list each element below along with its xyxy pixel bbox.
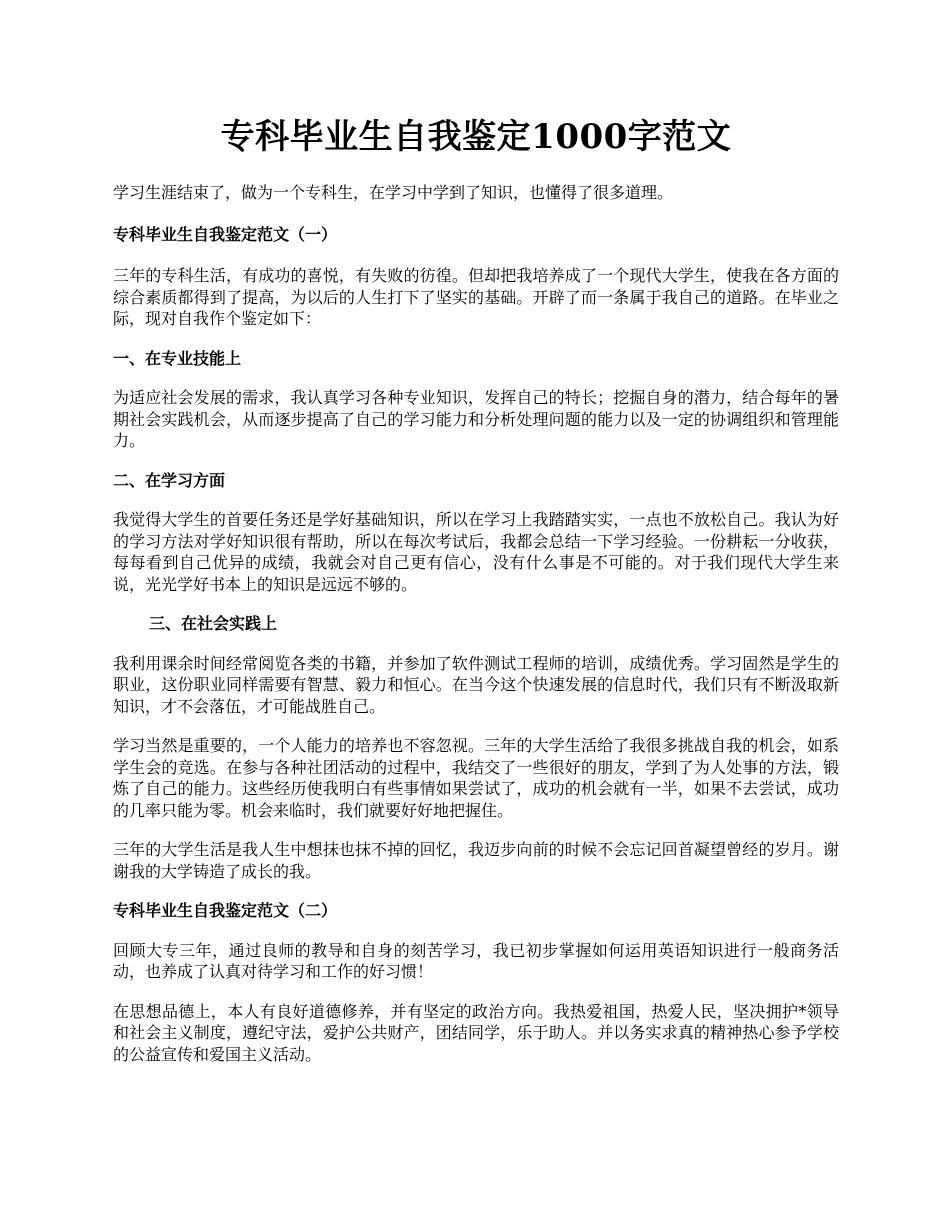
intro-paragraph: 学习生涯结束了，做为一个专科生，在学习中学到了知识，也懂得了很多道理。 — [113, 183, 674, 202]
document-title: 专科毕业生自我鉴定1000字范文 — [220, 117, 732, 157]
section-2-paragraph-1: 回顾大专三年，通过良师的教导和自身的刻苦学习，我已初步掌握如何运用英语知识进行一般商务活动，也养成了认真对待学习和工作的好习惯！ — [113, 940, 839, 981]
document-page — [113, 0, 839, 1065]
heading-professional-skills: 一、在专业技能上 — [113, 348, 242, 368]
section-1-title: 专科毕业生自我鉴定范文（一） — [113, 224, 338, 244]
section-1-paragraph-3: 我觉得大学生的首要任务还是学好基础知识，所以在学习上我踏踏实实，一点也不放松自己。我认为好的学习方法对学好知识很有帮助，所以在每次考试后，我都会总结一下学习经验。一份耕耘一分收获，每每看到自己优异的成绩，我就会对自己更有信心，没有什么事是不可能的。对于我们现代大学生来说，光光学好书本上的知识是远远不够的。 — [113, 510, 839, 594]
section-2-title: 专科毕业生自我鉴定范文（二） — [113, 901, 338, 920]
section-1-paragraph-5: 学习当然是重要的，一个人能力的培养也不容忽视。三年的大学生活给了我很多挑战自我的机会，如系学生会的竞选。在参与各种社团活动的过程中，我结交了一些很好的朋友，学到了为人处事的方法，锻炼了自己的能力。这些经历使我明白有些事情如果尝试了，成功的机会就有一半，如果不去尝试，成功的几率只能为零。机会来临时，我们就要好好地把握住。 — [113, 736, 839, 820]
section-1-paragraph-4: 我利用课余时间经常阅览各类的书籍，并参加了软件测试工程师的培训，成绩优秀。学习固然是学生的职业，这份职业同样需要有智慧、毅力和恒心。在当今这个快速发展的信息时代，我们只有不断汲取新知识，才不会落伍，才可能战胜自己。 — [113, 653, 839, 716]
section-1-paragraph-2: 为适应社会发展的需求，我认真学习各种专业知识，发挥自己的特长；挖掘自身的潜力，结合每年的暑期社会实践机会，从而逐步提高了自己的学习能力和分析处理问题的能力以及一定的协调组织和管理能力。 — [113, 388, 839, 450]
heading-study: 二、在学习方面 — [113, 470, 226, 490]
section-1-paragraph-1: 三年的专科生活，有成功的喜悦，有失败的彷徨。但却把我培养成了一个现代大学生，使我在各方面的综合素质都得到了提高，为以后的人生打下了坚实的基础。开辟了而一条属于我自己的道路。在毕业之际，现对自我作个鉴定如下： — [113, 266, 839, 328]
section-1-paragraph-6: 三年的大学生活是我人生中想抹也抹不掉的回忆，我迈步向前的时候不会忘记回首凝望曾经的岁月。谢谢我的大学铸造了成长的我。 — [113, 840, 839, 881]
heading-social-practice: 三、在社会实践上 — [149, 614, 278, 633]
section-2-paragraph-2: 在思想品德上，本人有良好道德修养，并有坚定的政治方向。我热爱祖国，热爱人民，坚决拥护*领导和社会主义制度，遵纪守法，爱护公共财产，团结同学，乐于助人。并以务实求真的精神热心参予学校的公益宣传和爱国主义活动。 — [113, 1001, 839, 1064]
